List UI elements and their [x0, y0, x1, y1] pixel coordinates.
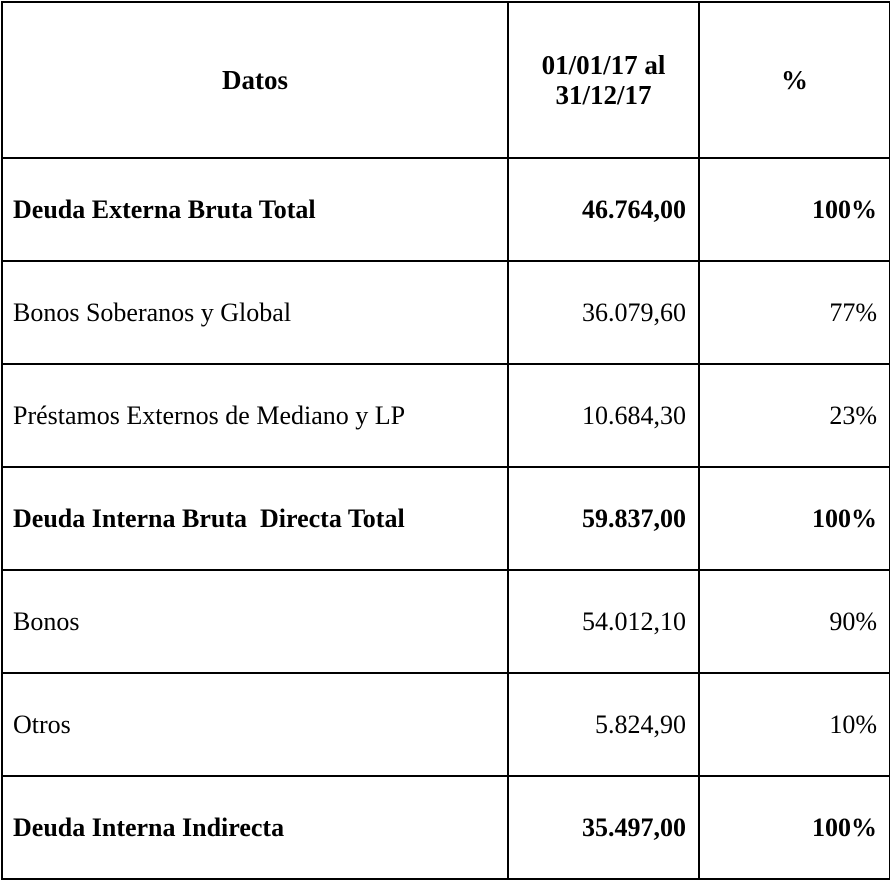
table-row — [2, 261, 890, 364]
header-period-line2: 31/12/17 — [555, 80, 652, 110]
row-percent: 23% — [699, 364, 890, 467]
row-value: 36.079,60 — [508, 261, 699, 364]
table-row — [2, 158, 890, 261]
row-label: Préstamos Externos de Mediano y LP — [2, 364, 508, 467]
header-row — [2, 2, 890, 158]
row-label: Deuda Interna Bruta Directa Total — [2, 467, 508, 570]
row-value: 10.684,30 — [508, 364, 699, 467]
row-label: Otros — [2, 673, 508, 776]
row-value: 54.012,10 — [508, 570, 699, 673]
row-percent: 10% — [699, 673, 890, 776]
row-percent: 77% — [699, 261, 890, 364]
header-datos: Datos — [2, 2, 508, 158]
row-percent: 100% — [699, 776, 890, 879]
row-percent: 90% — [699, 570, 890, 673]
table-row — [2, 467, 890, 570]
header-period — [508, 2, 699, 158]
header-percent: % — [699, 2, 890, 158]
row-value: 46.764,00 — [508, 158, 699, 261]
row-percent: 100% — [699, 467, 890, 570]
row-label: Deuda Interna Indirecta — [2, 776, 508, 879]
row-value: 59.837,00 — [508, 467, 699, 570]
row-percent: 100% — [699, 158, 890, 261]
row-value: 35.497,00 — [508, 776, 699, 879]
row-label: Deuda Externa Bruta Total — [2, 158, 508, 261]
row-label: Bonos — [2, 570, 508, 673]
header-period-line1: 01/01/17 al — [541, 50, 666, 80]
table-row — [2, 673, 890, 776]
table-row — [2, 364, 890, 467]
debt-table — [1, 1, 890, 880]
row-label: Bonos Soberanos y Global — [2, 261, 508, 364]
row-value: 5.824,90 — [508, 673, 699, 776]
table-row — [2, 570, 890, 673]
table-row — [2, 776, 890, 879]
